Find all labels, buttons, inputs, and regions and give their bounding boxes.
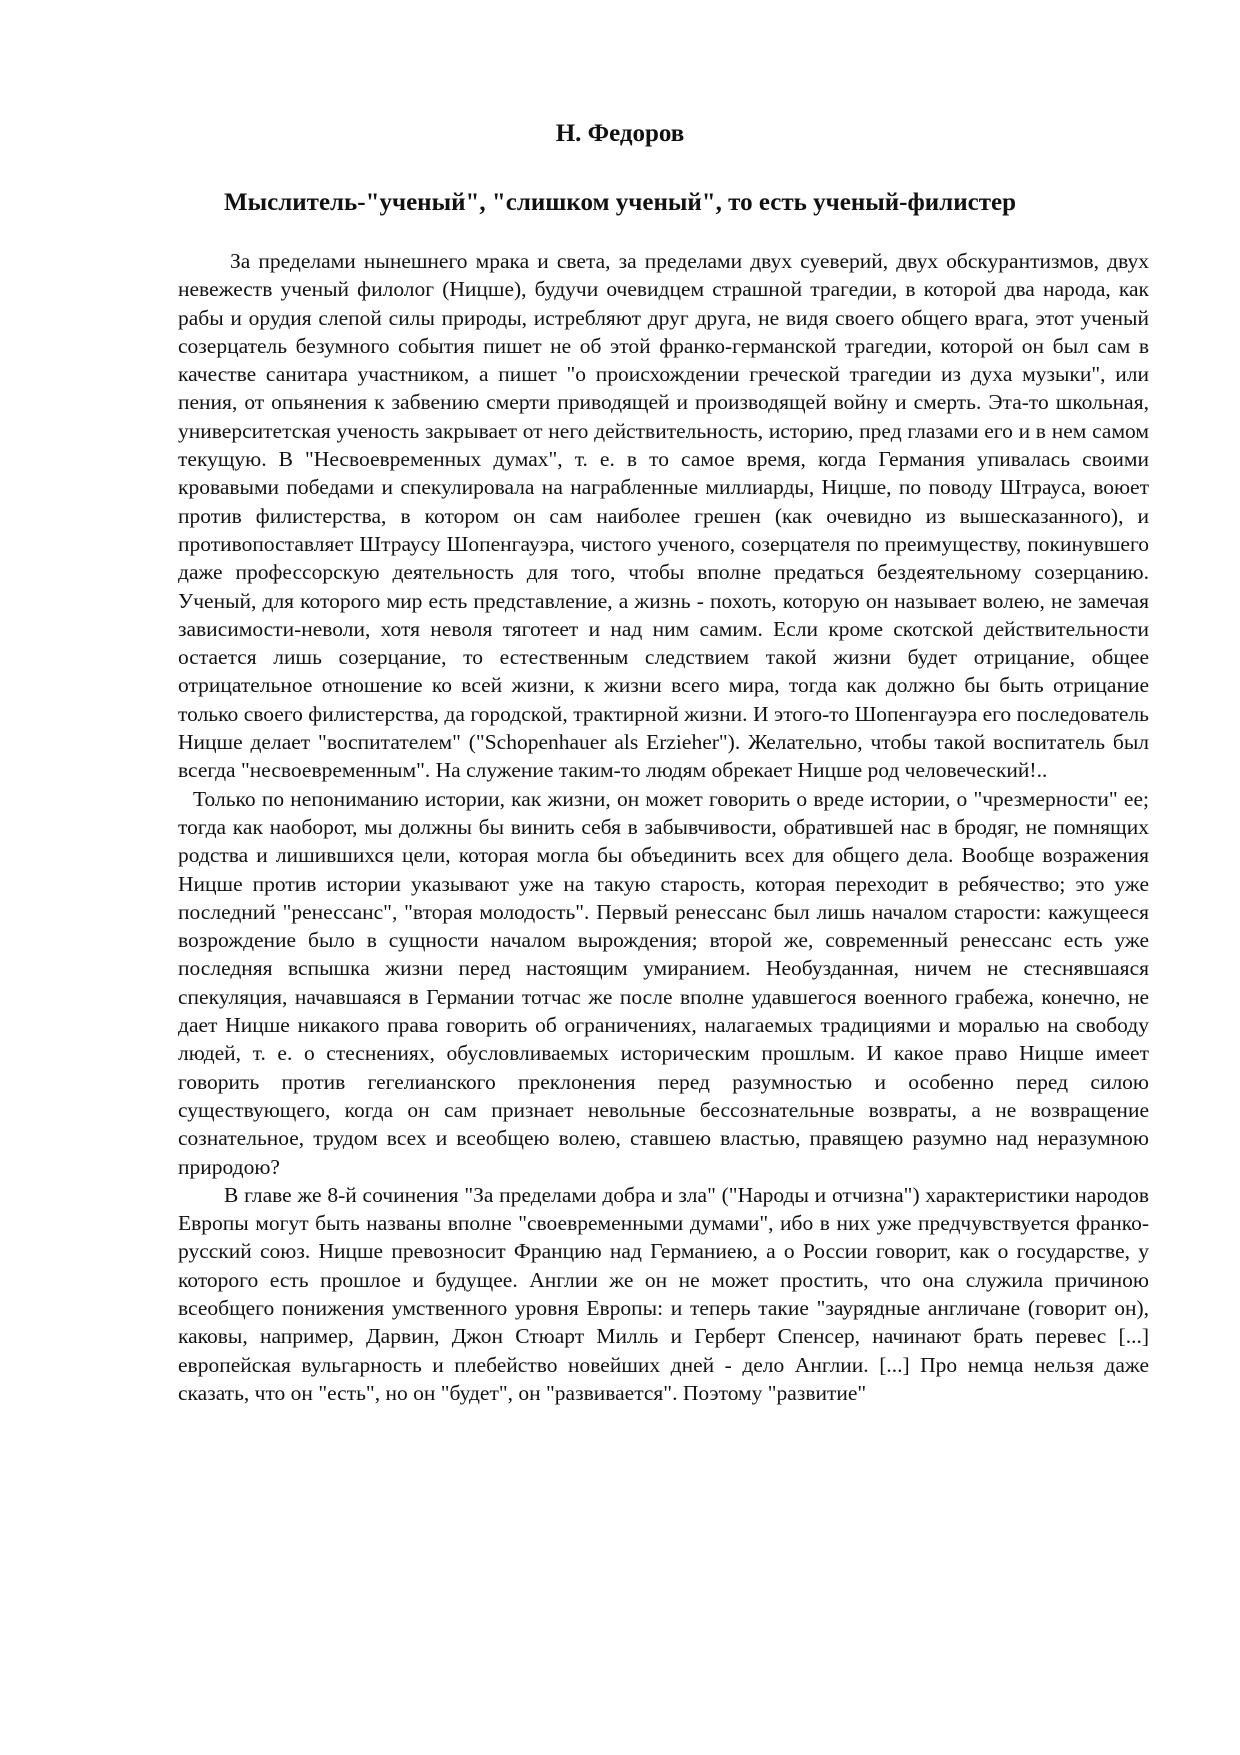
paragraph-1: За пределами нынешнего мрака и света, за пределами двух суеверий, двух обскурантизмов, двух невежеств ученый филолог (Ницше), будучи очевидцем страшной трагедии, в которой два народа, как рабы и орудия слепой силы природы, истребляют друг друга, не видя своего общего врага, этот ученый созерцатель безумного события пишет не об этой франко-германской трагедии, которой он был сам в качестве санитара участником, а пишет "о происхождении греческой трагедии из духа музыки", или пения, от опьянения к забвению смерти приводящей и производящей войну и смерть. Эта-то школьная, университетская ученость закрывает от него действительность, историю, пред глазами его и в нем самом текущую. В "Несвоевременных думах", т. е. в то самое время, когда Германия упивалась своими кровавыми победами и спекулировала на награбленные миллиарды, Ницше, по поводу Штрауса, воюет против филистерства, в котором он сам наиболее грешен (как очевидно из вышесказанного), и противопоставляет Штраусу Шопенгауэра, чистого ученого, созерцателя по преимуществу, покинувшего даже профессорскую деятельность для того, чтобы вполне предаться бездеятельному созерцанию. Ученый, для которого мир есть представление, а жизнь - похоть, которую он называет волею, не замечая зависимости-неволи, хотя неволя тяготеет и над ним самим. Если кроме скотской действительности остается лишь созерцание, то естественным следствием такой жизни будет отрицание, общее отрицательное отношение ко всей жизни, к жизни всего мира, тогда как должно бы быть отрицание только своего филистерства, да городской, трактирной жизни. И этого-то Шопенгауэра его последователь Ницше делает "воспитателем" ("Schopenhauer als Erzieher"). Желательно, чтобы такой воспитатель был всегда "несвоевременным". На служение таким-то людям обрекает Ницше род человеческий!.. <box>178 249 1149 783</box>
article-title: Мыслитель-"ученый", "слишком ученый", то есть ученый-филистер <box>224 189 1016 216</box>
author-name: Н. Федоров <box>555 120 685 147</box>
article-body <box>178 247 1149 1407</box>
paragraph-2: Только по непониманию истории, как жизни, он может говорить о вреде истории, о "чрезмерности" ее; тогда как наоборот, мы должны бы винить себя в забывчивости, обратившей нас в бродяг, не помнящих родства и лишившихся цели, которая могла бы объединить всех для общего дела. Вообще возражения Ницше против истории указывают уже на такую старость, которая переходит в ребячество; это уже последний "ренессанс", "вторая молодость". Первый ренессанс был лишь началом старости: кажущееся возрождение было в сущности началом вырождения; второй же, современный ренессанс есть уже последняя вспышка жизни перед настоящим умиранием. Необузданная, ничем не стеснявшаяся спекуляция, начавшаяся в Германии тотчас же после вполне удавшегося военного грабежа, конечно, не дает Ницше никакого права говорить об ограничениях, налагаемых традициями и моралью на свободу людей, т. е. о стеснениях, обусловливаемых историческим прошлым. И какое право Ницше имеет говорить против гегелианского преклонения перед разумностью и особенно перед силою существующего, когда он сам признает невольные бессознательные возвраты, а не возвращение сознательное, трудом всех и всеобщею волею, ставшею властью, правящею разумно над неразумною природою? <box>178 786 1149 1179</box>
paragraph-3: В главе же 8-й сочинения "За пределами добра и зла" ("Народы и отчизна") характеристики народов Европы могут быть названы вполне "своевременными думами", ибо в них уже предчувствуется франко-русский союз. Ницше превозносит Францию над Германиею, а о России говорит, как о государстве, у которого есть прошлое и будущее. Англии же он не может простить, что она служила причиною всеобщего понижения умственного уровня Европы: и теперь такие "заурядные англичане (говорит он), каковы, например, Дарвин, Джон Стюарт Милль и Герберт Спенсер, начинают брать перевес [...] европейская вульгарность и плебейство новейших дней - дело Англии. [...] Про немца нельзя даже сказать, что он "есть", но он "будет", он "развивается". Поэтому "развитие" <box>178 1182 1149 1405</box>
